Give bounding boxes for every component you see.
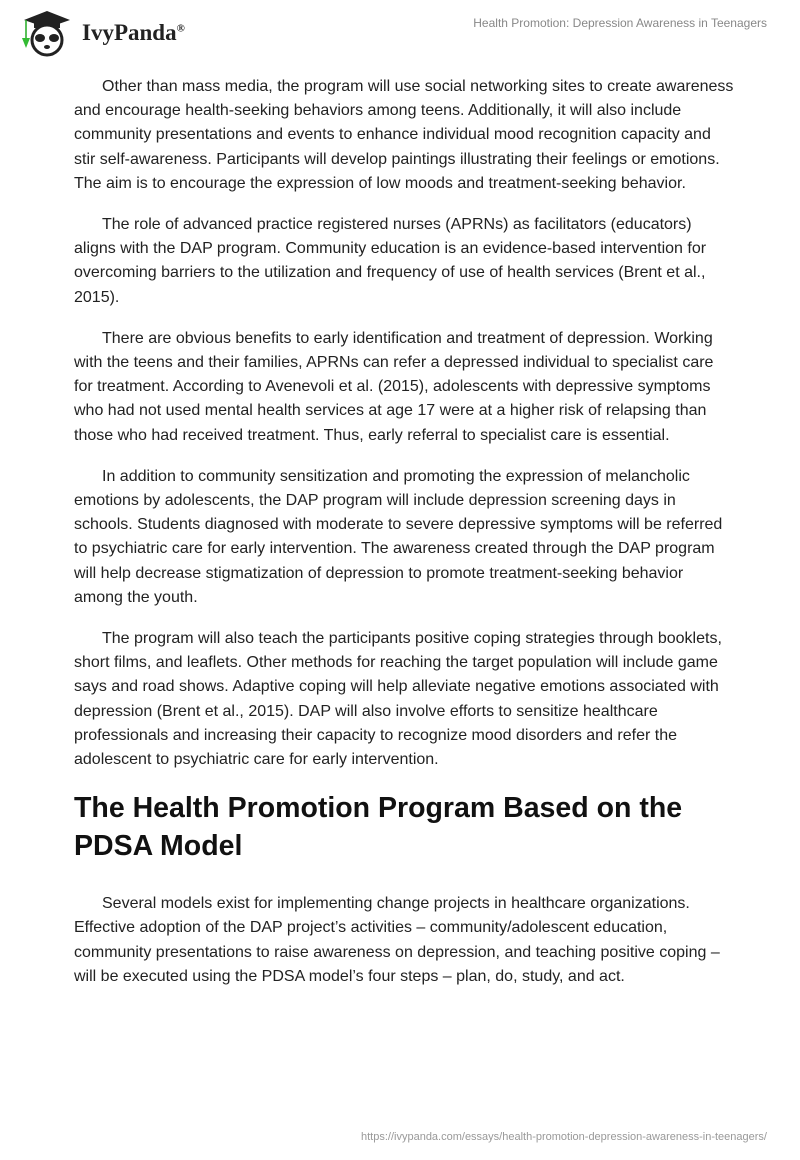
section-heading: The Health Promotion Program Based on the PDSA Model [74, 792, 683, 863]
document-title: Health Promotion: Depression Awareness in Teenagers [473, 16, 767, 30]
paragraph: The program will also teach the participants positive coping strategies through booklets, short films, and leaflets. Other methods for reaching the target population will include game says and road shows. Adaptive coping will help alleviate negative emotions associated with depression (Brent et al., 2015). DAP will also involve efforts to sensitize healthcare professionals and increasing their capacity to recognize mood disorders and refer the adolescent to psychiatric care for early intervention. [74, 630, 722, 769]
paragraph: In addition to community sensitization and promoting the expression of melancholic emotions by adolescents, the DAP program will include depression screening days in schools. Students diagnosed with moderate to severe depressive symptoms will be referred to psychiatric care for early intervention. The awareness created through the DAP program will help decrease stigmatization of depression to promote treatment-seeking behavior among the youth. [74, 467, 723, 606]
paragraph: Several models exist for implementing change projects in healthcare organizations. Effective adoption of the DAP project’s activities – community/adolescent education, community presentations to raise awareness on depression, and teaching positive coping – will be executed using the PDSA model’s four steps – plan, do, study, and act. [74, 895, 720, 985]
source-url[interactable]: https://ivypanda.com/essays/health-promotion-depression-awareness-in-teenagers/ [361, 1131, 767, 1143]
paragraph: The role of advanced practice registered nurses (APRNs) as facilitators (educators) aligns with the DAP program. Community education is an evidence-based intervention for overcoming barriers to the utilization and frequency of use of health services (Brent et al., 2015). [74, 216, 707, 306]
logo-text: IvyPanda® [82, 20, 185, 45]
panda-logo-icon [18, 8, 76, 58]
ivypanda-logo[interactable] [18, 8, 185, 58]
paragraph: There are obvious benefits to early identification and treatment of depression. Working with the teens and their families, APRNs can refer a depressed individual to specialist care for treatment. According to Avenevoli et al. (2015), adolescents with depressive symptoms who had not used mental health services at age 17 were at a higher risk of relapsing than those who had received treatment. Thus, early referral to specialist care is essential. [74, 329, 714, 444]
essay-content [74, 75, 734, 1006]
paragraph: Other than mass media, the program will use social networking sites to create awareness and encourage health-seeking behaviors among teens. Additionally, it will also include community presentations and events to enhance individual mood recognition capacity and stir self-awareness. Participants will develop paintings illustrating their feelings or emotions. The aim is to encourage the expression of low moods and treatment-seeking behavior. [74, 78, 734, 192]
